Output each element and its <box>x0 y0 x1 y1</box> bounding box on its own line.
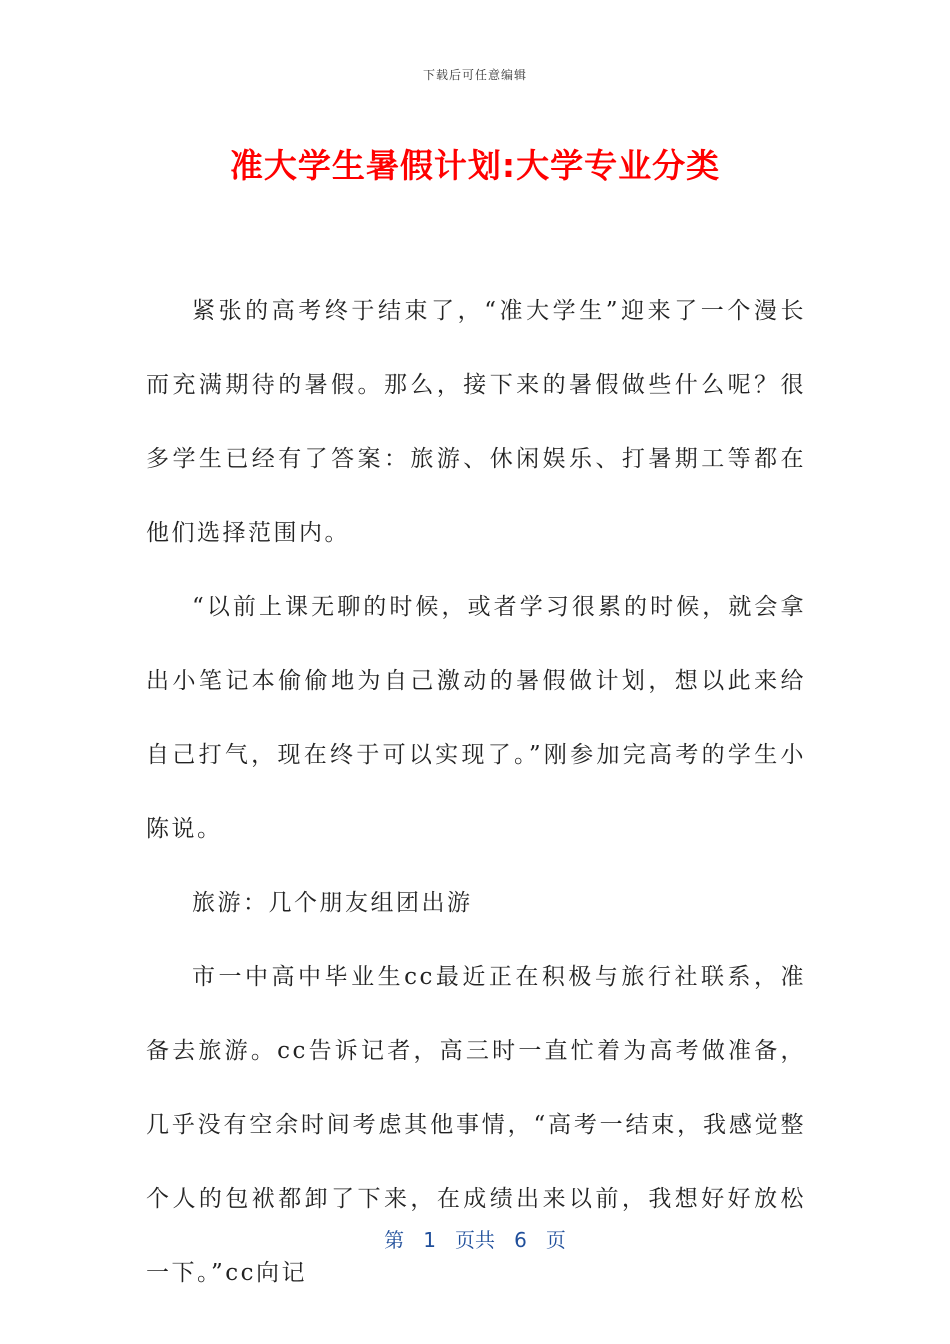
footer-total-pages: 6 <box>514 1228 527 1252</box>
footer-current-page: 1 <box>423 1228 436 1252</box>
header-note: 下载后可任意编辑 <box>422 68 527 82</box>
footer-total-label: 页共 <box>455 1228 495 1252</box>
section-heading: 旅游：几个朋友组团出游 <box>192 890 473 916</box>
footer-page-suffix: 页 <box>545 1228 566 1252</box>
footer-page-label: 第 <box>384 1228 405 1252</box>
document-body <box>146 274 806 1310</box>
paragraph: 市一中高中毕业生cc最近正在积极与旅行社联系，准备去旅游。cc告诉记者，高三时一直忙着为高考做准备，几乎没有空余时间考虑其他事情，“高考一结束，我感觉整个人的包袱都卸了下来，在成绩出来以前，我想好好放松一下。”cc向记 <box>146 964 806 1286</box>
paragraph: 紧张的高考终于结束了，“准大学生”迎来了一个漫长而充满期待的暑假。那么，接下来的暑假做些什么呢？很多学生已经有了答案：旅游、休闲娱乐、打暑期工等都在他们选择范围内。 <box>146 298 806 546</box>
paragraph: “以前上课无聊的时候，或者学习很累的时候，就会拿出小笔记本偷偷地为自己激动的暑假做计划，想以此来给自己打气，现在终于可以实现了。”刚参加完高考的学生小陈说。 <box>146 594 806 842</box>
page-footer <box>0 1224 950 1253</box>
document-title: 准大学生暑假计划:大学专业分类 <box>229 146 721 185</box>
